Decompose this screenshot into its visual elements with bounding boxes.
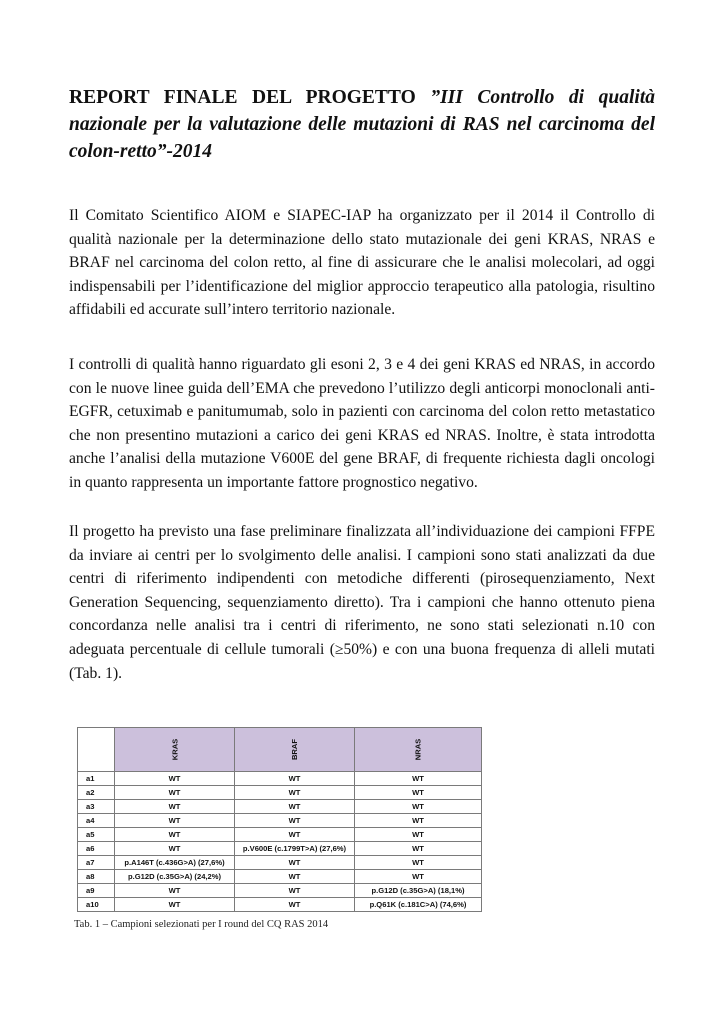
sample-id-cell: a9 [78,884,115,898]
result-cell-kras: WT [115,800,235,814]
header-kras: KRAS [115,728,235,772]
title-bold-part: REPORT FINALE DEL PROGETTO [69,87,431,108]
sample-id-cell: a4 [78,814,115,828]
table-row [78,898,482,912]
result-cell-braf: WT [235,786,355,800]
table-row [78,842,482,856]
table-caption: Tab. 1 – Campioni selezionati per I round del CQ RAS 2014 [74,919,329,930]
table-row [78,814,482,828]
sample-id-cell: a5 [78,828,115,842]
result-cell-kras: WT [115,842,235,856]
table-row [78,870,482,884]
table-row [78,828,482,842]
sample-id-cell: a7 [78,856,115,870]
result-cell-braf: WT [235,856,355,870]
result-cell-kras: WT [115,814,235,828]
result-cell-kras: p.G12D (c.35G>A) (24,2%) [115,870,235,884]
result-cell-braf: WT [235,828,355,842]
table-row [78,856,482,870]
paragraph-1: Il Comitato Scientifico AIOM e SIAPEC-IAP ha organizzato per il 2014 il Controllo di qualità nazionale per la determinazione dello stato mutazionale dei geni KRAS, NRAS e BRAF nel carcinoma del colon retto, al fine di assicurare che le analisi molecolari, ad oggi indispensabili per l’identificazione del miglior approccio terapeutico alla patologia, risultino affidabili ed accurate sull’intero territorio nazionale. [69,207,655,319]
result-cell-braf: WT [235,772,355,786]
result-cell-braf: WT [235,800,355,814]
mutation-table-container [77,727,481,912]
table-header-row [78,728,482,772]
sample-id-cell: a10 [78,898,115,912]
paragraph-2: I controlli di qualità hanno riguardato gli esoni 2, 3 e 4 dei geni KRAS ed NRAS, in accordo con le nuove linee guida dell’EMA che prevedono l’utilizzo degli anticorpi monoclonali anti-EGFR, cetuximab e panitumumab, solo in pazienti con carcinoma del colon retto metastatico che non presentino mutazioni a carico dei geni KRAS ed NRAS. Inoltre, è stata introdotta anche l’analisi della mutazione V600E del gene BRAF, di frequente richiesta dagli oncologi in quanto rappresenta un importante fattore prognostico negativo. [69,356,655,491]
result-cell-nras: WT [355,786,482,800]
result-cell-nras: WT [355,828,482,842]
sample-id-cell: a3 [78,800,115,814]
result-cell-nras: WT [355,814,482,828]
table-row [78,786,482,800]
result-cell-kras: p.A146T (c.436G>A) (27,6%) [115,856,235,870]
table-row [78,800,482,814]
header-braf: BRAF [235,728,355,772]
result-cell-braf: WT [235,884,355,898]
table-row [78,884,482,898]
sample-id-cell: a6 [78,842,115,856]
sample-id-cell: a2 [78,786,115,800]
table-corner-cell [78,728,115,772]
result-cell-nras: WT [355,870,482,884]
result-cell-nras: WT [355,856,482,870]
result-cell-nras: WT [355,842,482,856]
result-cell-kras: WT [115,786,235,800]
mutation-table [77,727,482,912]
result-cell-kras: WT [115,772,235,786]
title-italic-part: ”III Controllo di qualità nazionale per la valutazione delle mutazioni di RAS nel carcinoma del colon-retto”-2014 [69,87,655,162]
sample-id-cell: a8 [78,870,115,884]
result-cell-braf: WT [235,898,355,912]
paragraph-3: Il progetto ha previsto una fase preliminare finalizzata all’individuazione dei campioni FFPE da inviare ai centri per lo svolgimento delle analisi. I campioni sono stati analizzati da due centri di riferimento indipendenti con metodiche differenti (pirosequenziamento, Next Generation Sequencing, sequenziamento diretto). Tra i campioni che hanno ottenuto piena concordanza nelle analisi tra i centri di riferimento, ne sono stati selezionati n.10 con adeguata percentuale di cellule tumorali (≥50%) e con una buona frequenza di alleli mutati (Tab. 1). [69,523,655,682]
result-cell-kras: WT [115,898,235,912]
result-cell-nras: WT [355,800,482,814]
report-title [69,84,655,165]
result-cell-nras: p.Q61K (c.181C>A) (74,6%) [355,898,482,912]
result-cell-kras: WT [115,884,235,898]
table-body [78,772,482,912]
table-row [78,772,482,786]
result-cell-nras: WT [355,772,482,786]
result-cell-braf: p.V600E (c.1799T>A) (27,6%) [235,842,355,856]
header-nras: NRAS [355,728,482,772]
sample-id-cell: a1 [78,772,115,786]
result-cell-braf: WT [235,814,355,828]
result-cell-nras: p.G12D (c.35G>A) (18,1%) [355,884,482,898]
result-cell-braf: WT [235,870,355,884]
result-cell-kras: WT [115,828,235,842]
